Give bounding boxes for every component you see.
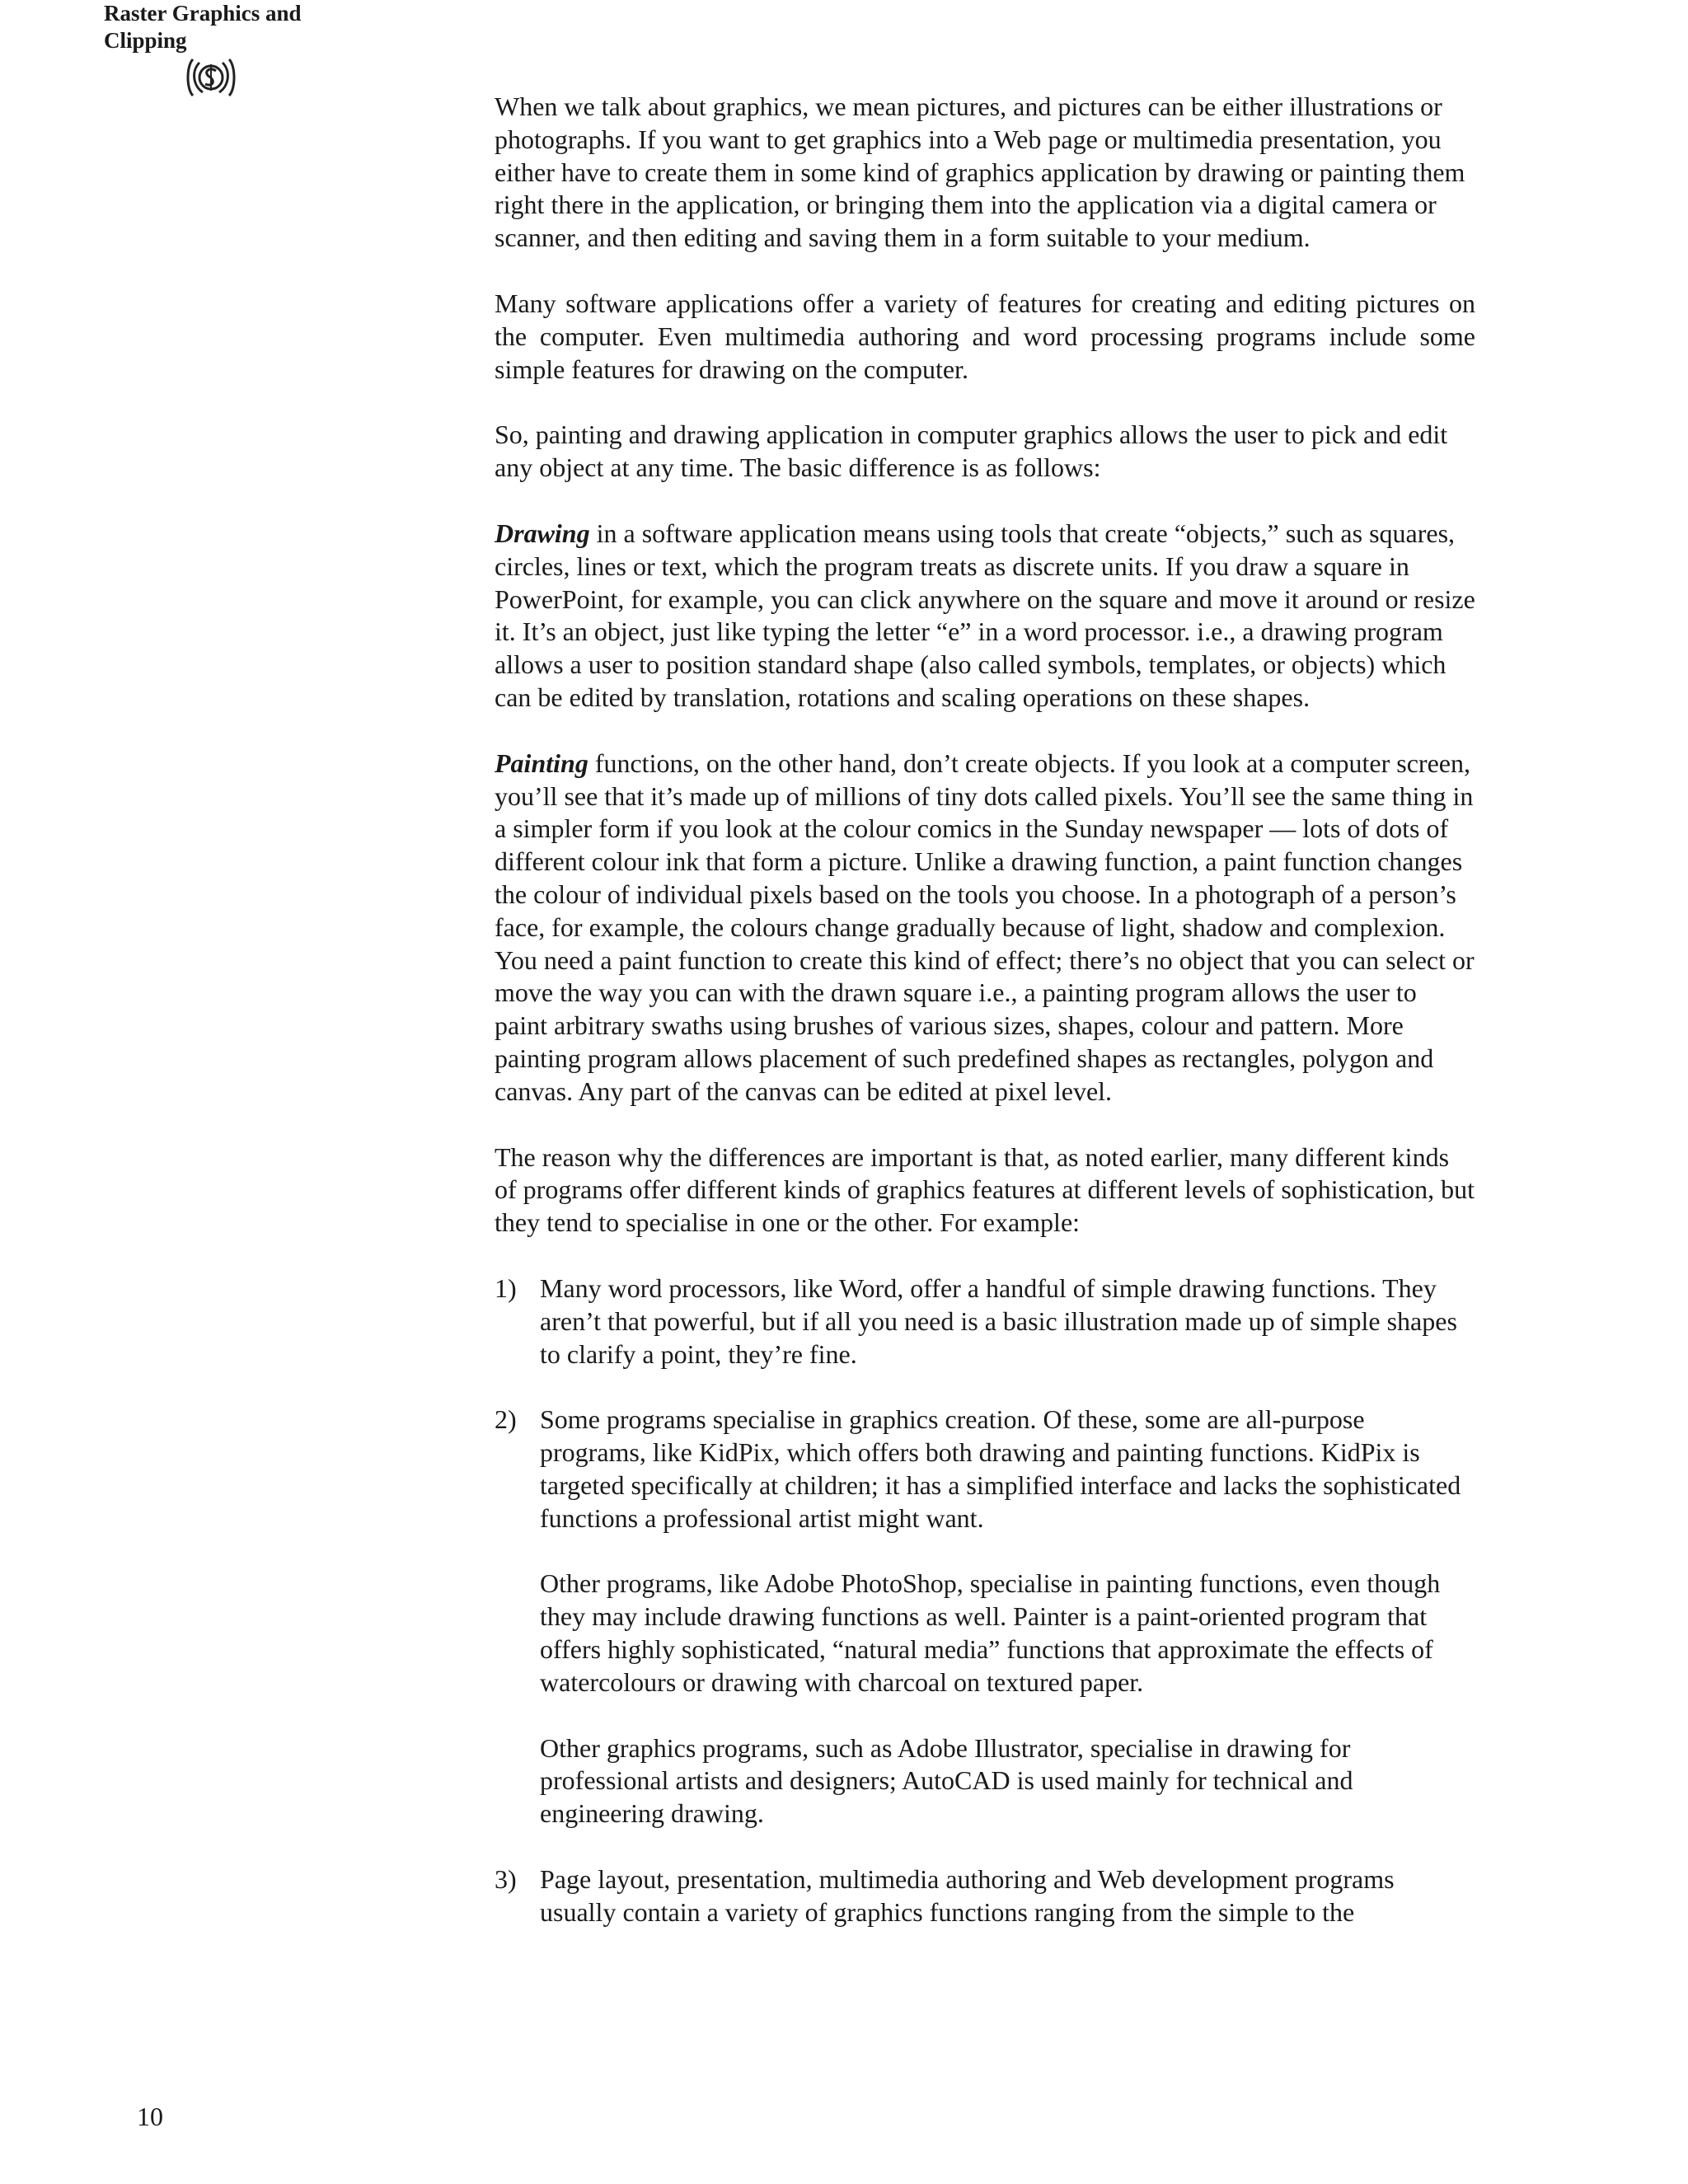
section-title-line-1: Raster Graphics and [104,1,302,26]
paragraph-intro: When we talk about graphics, we mean pictures, and pictures can be either illustrations or photographs. If you want to get graphics into a Web page or multimedia presentation, you either have to create them in some kind of graphics application by drawing or painting them right there in the application, or bringing them into the application via a digital camera or scanner, and then editing and saving them in a form suitable to your medium. [495,91,1465,253]
list-number: 3) [495,1864,517,1895]
list-item [495,1272,1475,1371]
numbered-list [495,1272,1475,1929]
list-item-text: Page layout, presentation, multimedia authoring and Web development programs usually contain a variety of graphics functions ranging from the simple to the [540,1864,1395,1927]
painting-description: functions, on the other hand, don’t create objects. If you look at a computer screen, you’ll see that it’s made up of millions of tiny dots called pixels. You’ll see the same thing in a simpler form if you look at the colour comics in the Sunday newspaper — lots of dots of different colour ink that form a picture. Unlike a drawing function, a paint function changes the colour of individual pixels based on the tools you choose. In a photograph of a person’s face, for example, the colours change gradually because of light, shadow and complexion. You need a paint function to create this kind of effect; there’s no object that you can select or move the way you can with the drawn square i.e., a painting program allows the user to paint arbitrary swaths using brushes of various sizes, shapes, colour and pattern. More painting program allows placement of such predefined shapes as rectangles, polygon and canvas. Any part of the canvas can be edited at pixel level. [495,748,1475,1106]
term-drawing: Drawing [495,518,590,548]
list-number: 2) [495,1404,517,1435]
university-emblem-icon [185,54,237,101]
running-head [104,0,302,54]
paragraph-differences: The reason why the differences are important is that, as noted earlier, many different kinds of programs offer different kinds of graphics features at different levels of sophistication, but they tend to specialise in one or the other. For example: [495,1141,1475,1238]
page-number: 10 [137,2102,163,2131]
section-title-line-2: Clipping [104,28,187,53]
list-number: 1) [495,1272,517,1303]
list-item-text: Other programs, like Adobe PhotoShop, specialise in painting functions, even though they may include drawing functions as well. Painter is a paint-oriented program that offers highly sophisticated, “natural media” functions that approximate the effects of watercolours or drawing with charcoal on textured paper. [540,1568,1441,1697]
paragraph-painting [495,748,1475,1108]
paragraph-basic-difference: So, painting and drawing application in computer graphics allows the user to pick and edit any object at any time. The basic difference is as follows: [495,419,1448,483]
main-text [495,91,1475,1962]
paragraph-drawing [495,518,1475,715]
list-item-text: Some programs specialise in graphics creation. Of these, some are all-purpose programs, like KidPix, which offers both drawing and painting functions. KidPix is targeted specifically at children; it has a simplified interface and lacks the sophisticated functions a professional artist might want. [540,1404,1461,1533]
list-item [495,1863,1475,1929]
term-painting: Painting [495,748,588,778]
paragraph-software-features: Many software applications offer a variety of features for creating and editing pictures on the computer. Even multimedia authoring and word processing programs include some simple features for drawing on the computer. [495,288,1475,384]
drawing-description: in a software application means using tools that create “objects,” such as squares, circles, lines or text, which the program treats as discrete units. If you draw a square in PowerPoint, for example, you can click anywhere on the square and move it around or resize it. It’s an object, just like typing the letter “e” in a word processor. i.e., a drawing program allows a user to position standard shape (also called symbols, templates, or objects) which can be edited by translation, rotations and scaling operations on these shapes. [495,518,1475,712]
list-item [495,1404,1475,1830]
list-item-text: Other graphics programs, such as Adobe Illustrator, specialise in drawing for professional artists and designers; AutoCAD is used mainly for technical and engineering drawing. [540,1732,1353,1829]
list-item-text: Many word processors, like Word, offer a handful of simple drawing functions. They aren’t that powerful, but if all you need is a basic illustration made up of simple shapes to clarify a point, they’re fine. [540,1272,1457,1369]
